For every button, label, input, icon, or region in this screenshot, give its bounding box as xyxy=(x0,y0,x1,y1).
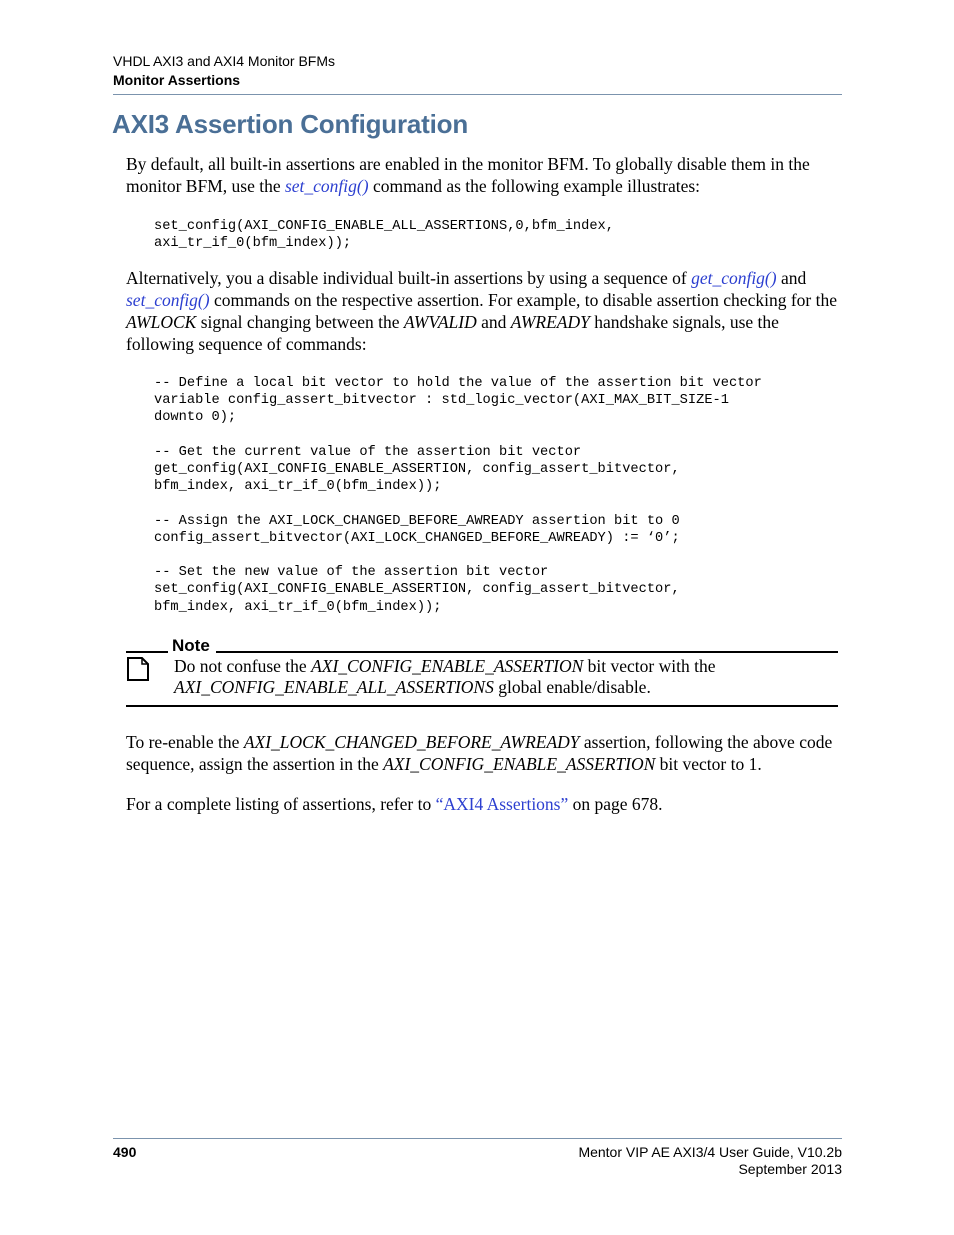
intro-paragraph xyxy=(126,153,846,197)
alt-text-f: handshake signals, use the following sequence of commands: xyxy=(126,312,779,354)
header-section: Monitor Assertions xyxy=(113,72,241,88)
intro-text-a: By default, all built-in assertions are enabled in the monitor BFM. To globally disable them in the monitor BFM, use the xyxy=(126,154,810,196)
note-text-a: Do not confuse the xyxy=(174,656,312,676)
header-rule xyxy=(113,94,842,95)
awready-signal: AWREADY xyxy=(510,312,590,332)
reenable-em-lock: AXI_LOCK_CHANGED_BEFORE_AWREADY xyxy=(243,732,580,752)
note-bottom-rule xyxy=(126,705,838,707)
page-number: 490 xyxy=(113,1144,137,1160)
reenable-text-a: To re-enable the xyxy=(126,732,244,752)
code-block-global-disable: set_config(AXI_CONFIG_ENABLE_ALL_ASSERTIONS,0,bfm_index, axi_tr_if_0(bfm_index)); xyxy=(154,219,614,252)
listing-text-b: on page 678. xyxy=(568,794,663,814)
note-icon xyxy=(126,656,150,682)
alt-text-b: and xyxy=(776,268,807,288)
reenable-paragraph xyxy=(126,731,846,775)
footer-date: September 2013 xyxy=(738,1161,842,1177)
note-em-enable-assertion: AXI_CONFIG_ENABLE_ASSERTION xyxy=(311,656,584,676)
set-config-link-2[interactable]: set_config() xyxy=(126,290,210,310)
note-em-enable-all: AXI_CONFIG_ENABLE_ALL_ASSERTIONS xyxy=(174,677,494,697)
intro-text-b: command as the following example illustrates: xyxy=(368,176,701,196)
set-config-link[interactable]: set_config() xyxy=(284,176,369,196)
note-top-rule xyxy=(216,651,838,653)
note-label: Note xyxy=(170,636,214,656)
reenable-text-b: assertion, following the above code sequence, assign the assertion in the xyxy=(126,732,833,774)
alt-text-e: and xyxy=(476,312,511,332)
get-config-link[interactable]: get_config() xyxy=(691,268,777,288)
reenable-text-c: bit vector to 1. xyxy=(655,754,762,774)
note-top-rule-left xyxy=(126,651,168,653)
page-title: AXI3 Assertion Configuration xyxy=(112,109,469,139)
awlock-signal: AWLOCK xyxy=(126,312,197,332)
running-header xyxy=(113,52,335,90)
note-body xyxy=(174,656,834,698)
footer-rule xyxy=(113,1138,842,1139)
note-text-b: bit vector with the xyxy=(583,656,716,676)
alt-text-c: commands on the respective assertion. For example, to disable assertion checking for the xyxy=(209,290,837,310)
header-chapter: VHDL AXI3 and AXI4 Monitor BFMs xyxy=(113,53,336,69)
note-text-c: global enable/disable. xyxy=(493,677,651,697)
axi4-assertions-link[interactable]: “AXI4 Assertions” xyxy=(435,794,569,814)
alt-text-d: signal changing between the xyxy=(196,312,404,332)
footer-info xyxy=(578,1144,842,1178)
listing-paragraph xyxy=(126,793,846,815)
footer-guide-title: Mentor VIP AE AXI3/4 User Guide, V10.2b xyxy=(578,1144,842,1160)
code-block-individual-disable: -- Define a local bit vector to hold the value of the assertion bit vector variable config_assert_bitvector : std_logic_vector(AXI_MAX_BIT_SIZE-1 downto 0); -- Get the current value of the assertion bit vector get_config(AXI_CONFIG_ENABLE_ASSERTION, config_assert_bitvector, bfm_index, axi_tr_if_0(bfm_index)); -- Assign the AXI_LOCK_CHANGED_BEFORE_AWREADY assertion bit to 0 config_assert_bitvector(AXI_LOCK_CHANGED_BEFORE_AWREADY) := ‘0’; -- Set the new value of the assertion bit vector set_config(AXI_CONFIG_ENABLE_ASSERTION, config_assert_bitvector, bfm_index, axi_tr_if_0(bfm_index)); xyxy=(154,376,762,615)
alternative-paragraph xyxy=(126,267,846,355)
reenable-em-enable-assertion: AXI_CONFIG_ENABLE_ASSERTION xyxy=(383,754,656,774)
awvalid-signal: AWVALID xyxy=(403,312,477,332)
listing-text-a: For a complete listing of assertions, refer to xyxy=(126,794,436,814)
alt-text-a: Alternatively, you a disable individual built-in assertions by using a sequence of xyxy=(126,268,692,288)
